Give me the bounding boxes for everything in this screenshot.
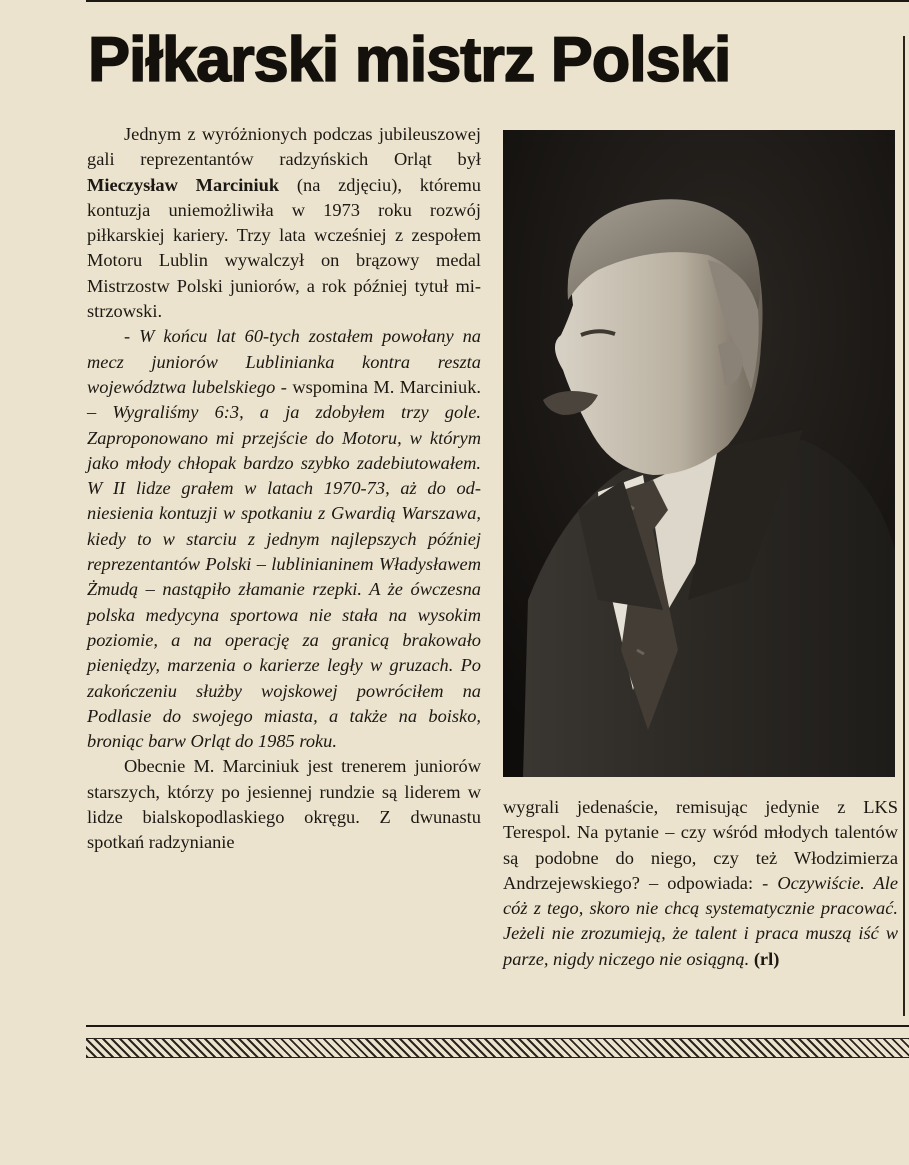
hatched-divider	[86, 1038, 909, 1058]
top-rule	[86, 0, 909, 2]
portrait-photo	[503, 130, 895, 777]
left-column	[87, 122, 481, 856]
article-paragraph: - W końcu lat 60-tych zostałem powołany na mecz juniorów Lublinianka kontra reszta województwa lubelskiego - wspomina M. Marciniuk. – Wygraliśmy 6:3, a ja zdobyłem trzy gole. Zaproponowano mi przejście do Motoru, w którym jako młody chłopak bardzo szybko zadebiutowałem. W II lidze grałem w latach 1970-73, aż do odniesienia kontuzji w spotkaniu z Gwardią Warszawa, kiedy to w starciu z jednym najlepszych później reprezentantów Polski – lublinianinem Władysławem Żmudą – nastąpiło złamanie rzepki. A że ówczesna polska medycyna sportowa nie stała na wysokim poziomie, a na operację za granicą brakowało pieniędzy, marzenia o karierze legły w gruzach. Po zakończeniu służby wojskowej powróciłem na Podlasie do swojego miasta, a także na boisko, broniąc barw Orląt do 1985 roku.	[87, 326, 482, 752]
portrait-image	[503, 130, 895, 777]
article-paragraph: wygrali jedenaście, remisując jedynie z LKS Terespol. Na pytanie – czy wśród młodych talentów są podobne do niego, czy też Włodzimierza Andrzejewskiego? – odpowiada: - Oczywiście. Ale cóż z tego, skoro nie chcą systematycznie pracować. Jeżeli nie zrozumieją, że talent i praca muszą iść w parze, nigdy niczego nie osiągną. (rl)	[503, 797, 898, 969]
bottom-rule	[86, 1025, 909, 1027]
headline: Piłkarski mistrz Polski	[88, 25, 731, 95]
article-paragraph: Obecnie M. Marciniuk jest trenerem juniorów starszych, którzy po jesiennej rundzie są liderem w lidze bialskopodlaskiego okręgu. Z dwunastu spotkań radzynianie	[87, 756, 481, 853]
column-rule	[903, 36, 905, 1016]
right-column	[503, 795, 898, 972]
article-paragraph: Jednym z wyróżnionych podczas jubileuszowej gali reprezentantów radzyńskich Orląt był Mieczysław Marciniuk (na zdjęciu), któremu kontuzja uniemożliwiła w 1973 roku rozwój piłkarskiej kariery. Trzy lata wcześniej z zespołem Motoru Lublin wywalczył on brązowy medal Mistrzostw Polski juniorów, a rok później tytuł mistrzowski.	[87, 124, 481, 322]
